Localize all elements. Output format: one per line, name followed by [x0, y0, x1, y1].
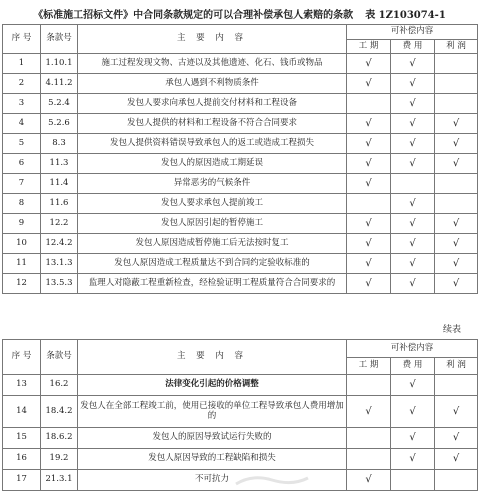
row-profit-check	[435, 54, 478, 74]
row-schedule-check	[347, 94, 391, 114]
table-row	[3, 54, 478, 74]
row-cost-check: √	[391, 94, 435, 114]
row-number: 10	[3, 234, 41, 254]
row-schedule-check	[347, 428, 391, 449]
row-schedule-check: √	[347, 214, 391, 234]
row-clause: 13.5.3	[41, 274, 78, 294]
row-content: 发包人提供的材料和工程设备不符合合同要求	[78, 114, 347, 134]
row-profit-check	[435, 470, 478, 491]
row-number: 5	[3, 134, 41, 154]
row-clause: 18.6.2	[41, 428, 78, 449]
row-schedule-check: √	[347, 470, 391, 491]
row-clause: 19.2	[41, 449, 78, 470]
header-seq: 序 号	[3, 340, 41, 375]
row-profit-check: √	[435, 234, 478, 254]
row-content: 发包人要求承包人提前竣工	[78, 194, 347, 214]
row-schedule-check	[347, 194, 391, 214]
row-cost-check: √	[391, 254, 435, 274]
header-seq: 序 号	[3, 25, 41, 54]
table-row	[3, 449, 478, 470]
row-profit-check: √	[435, 428, 478, 449]
row-cost-check	[391, 470, 435, 491]
row-clause: 4.11.2	[41, 74, 78, 94]
row-content: 发包人原因造成暂停施工后无法按时复工	[78, 234, 347, 254]
row-content: 异常恶劣的气候条件	[78, 174, 347, 194]
row-schedule-check: √	[347, 74, 391, 94]
row-schedule-check: √	[347, 396, 391, 428]
row-content: 发包人在全部工程竣工前，使用已接收的单位工程导致承包人费用增加的	[78, 396, 347, 428]
row-schedule-check: √	[347, 254, 391, 274]
row-clause: 13.1.3	[41, 254, 78, 274]
row-number: 8	[3, 194, 41, 214]
row-cost-check: √	[391, 449, 435, 470]
row-cost-check: √	[391, 274, 435, 294]
row-schedule-check: √	[347, 114, 391, 134]
row-profit-check	[435, 94, 478, 114]
title-text: 《标准施工招标文件》中合同条款规定的可以合理补偿承包人索赔的条款	[33, 10, 354, 21]
row-number: 7	[3, 174, 41, 194]
header-content: 主 要 内 容	[78, 25, 347, 54]
row-clause: 1.10.1	[41, 54, 78, 74]
table-title	[0, 6, 479, 21]
row-number: 2	[3, 74, 41, 94]
row-profit-check	[435, 74, 478, 94]
header-schedule: 工 期	[347, 40, 391, 54]
row-content: 发包人原因造成工程质量达不到合同约定验收标准的	[78, 254, 347, 274]
row-number: 1	[3, 54, 41, 74]
row-number: 6	[3, 154, 41, 174]
header-profit: 利 润	[435, 40, 478, 54]
row-content: 发包人的原因导致试运行失败的	[78, 428, 347, 449]
row-profit-check: √	[435, 274, 478, 294]
row-content: 监理人对隐蔽工程重新检查，经检验证明工程质量符合合同要求的	[78, 274, 347, 294]
row-cost-check: √	[391, 154, 435, 174]
table-row	[3, 274, 478, 294]
claims-table-part-1	[2, 24, 478, 294]
table-row	[3, 74, 478, 94]
row-content: 不可抗力	[78, 470, 347, 491]
header-clause: 条款号	[41, 25, 78, 54]
row-number: 16	[3, 449, 41, 470]
continued-label: 续表	[442, 325, 461, 335]
row-content: 法律变化引起的价格调整	[78, 375, 347, 396]
row-clause: 11.3	[41, 154, 78, 174]
table-row	[3, 134, 478, 154]
row-schedule-check: √	[347, 274, 391, 294]
table-number: 表 1Z103074-1	[365, 10, 446, 21]
row-schedule-check: √	[347, 174, 391, 194]
row-profit-check: √	[435, 154, 478, 174]
row-profit-check	[435, 174, 478, 194]
row-number: 17	[3, 470, 41, 491]
row-clause: 11.4	[41, 174, 78, 194]
table-row	[3, 234, 478, 254]
row-cost-check: √	[391, 134, 435, 154]
header-schedule: 工 期	[347, 358, 391, 375]
table-row	[3, 396, 478, 428]
row-profit-check	[435, 375, 478, 396]
table-row	[3, 154, 478, 174]
row-clause: 12.2	[41, 214, 78, 234]
row-number: 14	[3, 396, 41, 428]
table-row	[3, 114, 478, 134]
header-compensable: 可补偿内容	[347, 340, 478, 358]
row-content: 施工过程发现文物、古迹以及其他遗迹、化石、钱币或物品	[78, 54, 347, 74]
header-compensable: 可补偿内容	[347, 25, 478, 40]
row-profit-check: √	[435, 254, 478, 274]
row-number: 13	[3, 375, 41, 396]
row-schedule-check: √	[347, 134, 391, 154]
row-content: 承包人遇到不利物质条件	[78, 74, 347, 94]
row-clause: 16.2	[41, 375, 78, 396]
claims-table-part-2	[2, 339, 478, 491]
header-content: 主 要 内 容	[78, 340, 347, 375]
row-profit-check: √	[435, 134, 478, 154]
row-clause: 11.6	[41, 194, 78, 214]
row-profit-check: √	[435, 396, 478, 428]
row-cost-check: √	[391, 396, 435, 428]
row-number: 12	[3, 274, 41, 294]
row-cost-check: √	[391, 194, 435, 214]
row-cost-check	[391, 174, 435, 194]
row-clause: 5.2.4	[41, 94, 78, 114]
row-cost-check: √	[391, 234, 435, 254]
row-clause: 18.4.2	[41, 396, 78, 428]
row-content: 发包人原因引起的暂停施工	[78, 214, 347, 234]
row-cost-check: √	[391, 375, 435, 396]
row-content: 发包人的原因造成工期延误	[78, 154, 347, 174]
row-profit-check: √	[435, 114, 478, 134]
table-row	[3, 214, 478, 234]
row-clause: 21.3.1	[41, 470, 78, 491]
row-cost-check: √	[391, 74, 435, 94]
row-profit-check: √	[435, 449, 478, 470]
row-schedule-check: √	[347, 234, 391, 254]
header-clause: 条款号	[41, 340, 78, 375]
table-row	[3, 194, 478, 214]
row-profit-check	[435, 194, 478, 214]
table-row	[3, 94, 478, 114]
row-content: 发包人提供资料错误导致承包人的返工或造成工程损失	[78, 134, 347, 154]
header-profit: 利 润	[435, 358, 478, 375]
row-schedule-check: √	[347, 154, 391, 174]
table-body-part-1	[3, 54, 478, 294]
watermark-icon	[232, 472, 312, 488]
row-profit-check: √	[435, 214, 478, 234]
row-number: 4	[3, 114, 41, 134]
row-clause: 8.3	[41, 134, 78, 154]
row-cost-check: √	[391, 428, 435, 449]
row-number: 3	[3, 94, 41, 114]
row-schedule-check	[347, 449, 391, 470]
row-cost-check: √	[391, 54, 435, 74]
table-row	[3, 428, 478, 449]
row-schedule-check: √	[347, 54, 391, 74]
header-cost: 费 用	[391, 358, 435, 375]
table-row	[3, 254, 478, 274]
row-cost-check: √	[391, 214, 435, 234]
table-row	[3, 174, 478, 194]
header-cost: 费 用	[391, 40, 435, 54]
row-content: 发包人要求向承包人提前交付材料和工程设备	[78, 94, 347, 114]
row-number: 9	[3, 214, 41, 234]
row-content: 发包人原因导致的工程缺陷和损失	[78, 449, 347, 470]
row-clause: 5.2.6	[41, 114, 78, 134]
row-clause: 12.4.2	[41, 234, 78, 254]
row-number: 15	[3, 428, 41, 449]
table-row	[3, 375, 478, 396]
row-number: 11	[3, 254, 41, 274]
row-cost-check: √	[391, 114, 435, 134]
row-schedule-check	[347, 375, 391, 396]
